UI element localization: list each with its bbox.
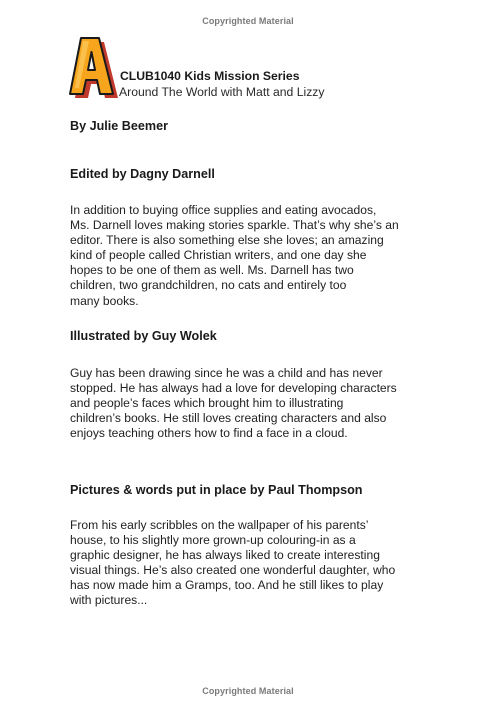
author-byline: By Julie Beemer — [70, 119, 169, 133]
paragraph-line: Ms. Darnell loves making stories sparkle. That’s why she’s an — [70, 218, 399, 233]
paragraph-line: In addition to buying office supplies and eating avocados, — [70, 203, 377, 217]
footer-copyright: Copyrighted Material — [202, 686, 294, 696]
paragraph-line: with pictures... — [70, 593, 148, 608]
header-copyright: Copyrighted Material — [202, 16, 294, 26]
section-paragraph-designer — [70, 518, 430, 609]
paragraph-line: house, to his slightly more grown-up colouring-in as a — [70, 533, 356, 548]
paragraph-line: visual things. He’s also created one wonderful daughter, who — [70, 563, 396, 578]
section-paragraph-editor — [70, 203, 430, 309]
paragraph-line: children, two grandchildren, no cats and entirely too — [70, 278, 347, 293]
paragraph-line: many books. — [70, 293, 139, 308]
paragraph-line: children’s books. He still loves creating characters and also — [70, 411, 387, 426]
paragraph-line: and people’s faces which brought him to illustrating — [70, 396, 344, 411]
paragraph-line: has now made him a Gramps, too. And he still likes to play — [70, 578, 384, 593]
paragraph-line: From his early scribbles on the wallpaper of his parents’ — [70, 518, 369, 532]
paragraph-line: Guy has been drawing since he was a child and has never — [70, 366, 383, 380]
club1040-a-logo — [67, 36, 119, 98]
section-paragraph-illustrator — [70, 366, 430, 441]
section-heading-editor: Edited by Dagny Darnell — [70, 167, 215, 181]
section-heading-illustrator: Illustrated by Guy Wolek — [70, 329, 217, 343]
paragraph-line: editor. There is also something else she loves; an amazing — [70, 233, 384, 248]
paragraph-line: graphic designer, he has always liked to create interesting — [70, 548, 380, 563]
paragraph-line: stopped. He has always had a love for developing characters — [70, 381, 397, 396]
section-heading-designer: Pictures & words put in place by Paul Thompson — [70, 483, 363, 497]
paragraph-line: enjoys teaching others how to find a face in a cloud. — [70, 426, 348, 441]
paragraph-line: kind of people called Christian writers, and one day she — [70, 248, 367, 263]
series-subtitle: Around The World with Matt and Lizzy — [119, 85, 325, 99]
series-title: CLUB1040 Kids Mission Series — [120, 69, 300, 83]
paragraph-line: hopes to be one of them as well. Ms. Darnell has two — [70, 263, 354, 278]
